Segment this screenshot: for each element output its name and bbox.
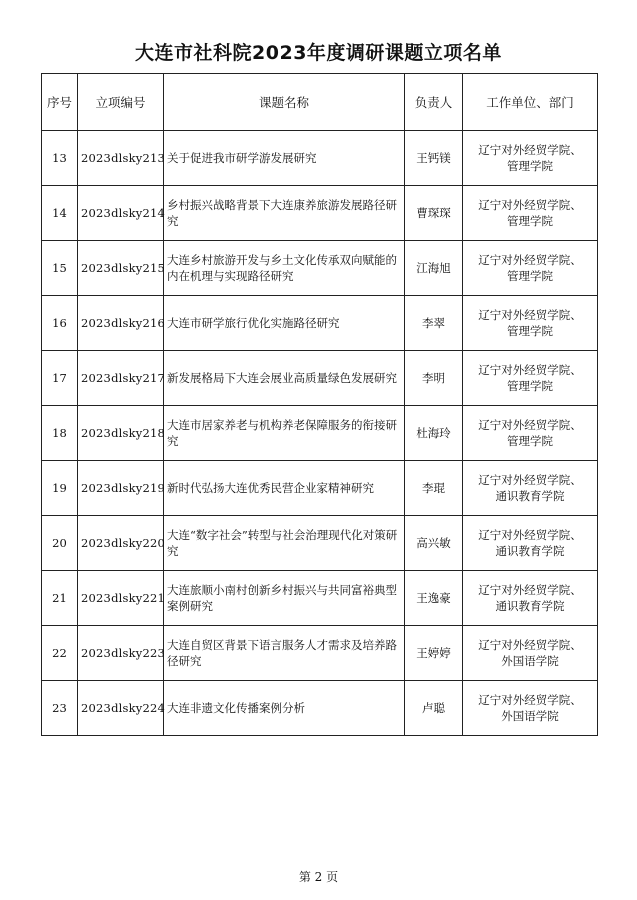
table-row [42,131,598,186]
project-code: 2023dlsky223 [78,626,164,681]
person-in-charge: 李琨 [405,461,463,516]
person-in-charge: 杜海玲 [405,406,463,461]
work-unit [463,351,598,406]
person-in-charge: 王逸豪 [405,571,463,626]
project-title: 大连“数字社会”转型与社会治理现代化对策研究 [164,516,405,571]
person-in-charge: 李明 [405,351,463,406]
project-code: 2023dlsky215 [78,241,164,296]
table-row [42,681,598,736]
project-title: 新发展格局下大连会展业高质量绿色发展研究 [164,351,405,406]
serial-number: 14 [42,186,78,241]
project-title: 大连非遗文化传播案例分析 [164,681,405,736]
project-code: 2023dlsky216 [78,296,164,351]
unit-line: 辽宁对外经贸学院、 [478,308,582,322]
department-line: 外国语学院 [501,654,559,668]
unit-line: 辽宁对外经贸学院、 [478,693,582,707]
project-title: 大连旅顺小南村创新乡村振兴与共同富裕典型案例研究 [164,571,405,626]
department-line: 管理学院 [507,379,553,393]
person-in-charge: 卢聪 [405,681,463,736]
work-unit [463,241,598,296]
person-in-charge: 曹琛琛 [405,186,463,241]
project-code: 2023dlsky221 [78,571,164,626]
table-row [42,626,598,681]
project-code: 2023dlsky224 [78,681,164,736]
project-title: 大连市居家养老与机构养老保障服务的衔接研究 [164,406,405,461]
unit-line: 辽宁对外经贸学院、 [478,473,582,487]
project-title: 新时代弘扬大连优秀民营企业家精神研究 [164,461,405,516]
serial-number: 13 [42,131,78,186]
table-header-row [42,74,598,131]
project-code: 2023dlsky219 [78,461,164,516]
department-line: 管理学院 [507,214,553,228]
project-code: 2023dlsky217 [78,351,164,406]
work-unit [463,461,598,516]
person-in-charge: 王婷婷 [405,626,463,681]
unit-line: 辽宁对外经贸学院、 [478,143,582,157]
header-work-unit: 工作单位、部门 [463,74,598,131]
serial-number: 17 [42,351,78,406]
project-title: 大连市研学旅行优化实施路径研究 [164,296,405,351]
serial-number: 16 [42,296,78,351]
serial-number: 23 [42,681,78,736]
table-row [42,406,598,461]
unit-line: 辽宁对外经贸学院、 [478,583,582,597]
department-line: 管理学院 [507,434,553,448]
person-in-charge: 王钙镁 [405,131,463,186]
department-line: 管理学院 [507,269,553,283]
table-row [42,296,598,351]
work-unit [463,681,598,736]
project-title: 关于促进我市研学游发展研究 [164,131,405,186]
work-unit [463,131,598,186]
serial-number: 20 [42,516,78,571]
table-row [42,186,598,241]
serial-number: 22 [42,626,78,681]
serial-number: 21 [42,571,78,626]
work-unit [463,571,598,626]
project-code: 2023dlsky220 [78,516,164,571]
department-line: 管理学院 [507,324,553,338]
header-project-code: 立项编号 [78,74,164,131]
unit-line: 辽宁对外经贸学院、 [478,253,582,267]
department-line: 通识教育学院 [495,599,565,613]
person-in-charge: 高兴敏 [405,516,463,571]
table-row [42,571,598,626]
unit-line: 辽宁对外经贸学院、 [478,418,582,432]
project-title: 大连乡村旅游开发与乡土文化传承双向赋能的内在机理与实现路径研究 [164,241,405,296]
project-list-table [41,73,598,736]
department-line: 外国语学院 [501,709,559,723]
serial-number: 19 [42,461,78,516]
page-number: 第 2 页 [298,870,339,884]
unit-line: 辽宁对外经贸学院、 [478,363,582,377]
header-project-title: 课题名称 [164,74,405,131]
serial-number: 15 [42,241,78,296]
project-code: 2023dlsky213 [78,131,164,186]
table-row [42,241,598,296]
table-row [42,461,598,516]
work-unit [463,626,598,681]
work-unit [463,516,598,571]
project-title: 乡村振兴战略背景下大连康养旅游发展路径研究 [164,186,405,241]
page-title: 大连市社科院2023年度调研课题立项名单 [135,42,502,64]
project-title: 大连自贸区背景下语言服务人才需求及培养路径研究 [164,626,405,681]
department-line: 管理学院 [507,159,553,173]
table-row [42,351,598,406]
serial-number: 18 [42,406,78,461]
project-code: 2023dlsky218 [78,406,164,461]
person-in-charge: 李翠 [405,296,463,351]
department-line: 通识教育学院 [495,489,565,503]
department-line: 通识教育学院 [495,544,565,558]
table-row [42,516,598,571]
header-serial-number: 序号 [42,74,78,131]
unit-line: 辽宁对外经贸学院、 [478,198,582,212]
unit-line: 辽宁对外经贸学院、 [478,638,582,652]
header-person-in-charge: 负责人 [405,74,463,131]
work-unit [463,186,598,241]
unit-line: 辽宁对外经贸学院、 [478,528,582,542]
person-in-charge: 江海旭 [405,241,463,296]
work-unit [463,406,598,461]
project-code: 2023dlsky214 [78,186,164,241]
work-unit [463,296,598,351]
